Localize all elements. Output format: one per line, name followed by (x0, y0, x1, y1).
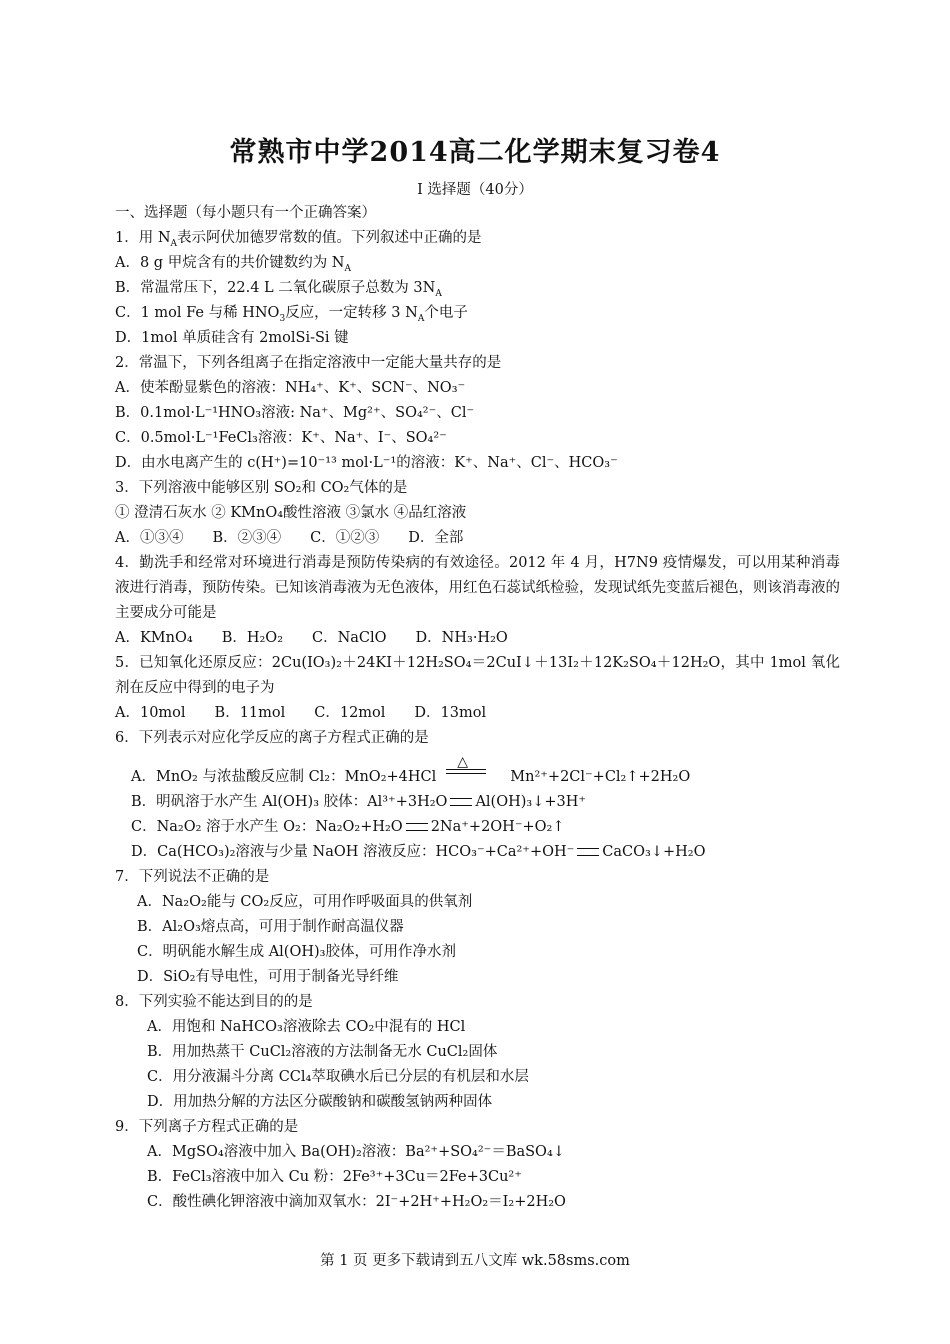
question-1-option-c: C．1 mol Fe 与稀 $HNO_3$反应，一定转移 3 $N_A$个电子 (115, 305, 468, 324)
question-6-option-c: C．Na₂O₂ 溶于水产生 O₂：Na₂O₂+H₂O 2Na⁺+2OH⁻+O₂↑ (131, 819, 565, 835)
question-7-option-c: C．明矾能水解生成 Al(OH)₃胶体，可用作净水剂 (137, 944, 456, 960)
question-8-stem: 8．下列实验不能达到目的的是 (115, 994, 313, 1010)
section-title: I 选择题（40分） (417, 182, 533, 198)
question-9-option-b: B．FeCl₃溶液中加入 Cu 粉：2Fe³⁺+3Cu＝2Fe+3Cu²⁺ (147, 1169, 522, 1185)
heating-condition-icon: △ (446, 768, 486, 786)
question-7-option-a: A．Na₂O₂能与 CO₂反应，可用作呼吸面具的供氧剂 (137, 894, 473, 910)
question-7-option-b: B．Al₂O₃熔点高，可用于制作耐高温仪器 (137, 919, 404, 935)
question-4-options: A．KMnO₄ B．H₂O₂ C．NaClO D．NH₃·H₂O (115, 630, 508, 646)
question-6-option-a: A．MnO₂ 与浓盐酸反应制 Cl₂：MnO₂+4HCl △ Mn²⁺+2Cl⁻+Cl₂↑+2H₂O (131, 754, 691, 785)
question-9-option-a: A．MgSO₄溶液中加入 Ba(OH)₂溶液：Ba²⁺+SO₄²⁻＝BaSO₄↓ (147, 1144, 565, 1160)
emphasis-text: 不能 (196, 994, 226, 1010)
question-1-option-a: A．8 g 甲烷含有的共价键数约为 $N_A$ (115, 255, 351, 274)
page-footer: 第 1 页 更多下载请到五八文库 wk.58sms.com (320, 1253, 630, 1269)
question-7-stem: 7．下列说法不正确的是 (115, 869, 270, 885)
question-2-option-d: D．由水电离产生的 c(H⁺)=10⁻¹³ mol·L⁻¹的溶液：K⁺、Na⁺、Cl⁻、HCO₃⁻ (115, 455, 618, 471)
question-9-stem: 9．下列离子方程式正确的是 (115, 1119, 299, 1135)
question-6-option-d: D．Ca(HCO₃)₂溶液与少量 NaOH 溶液反应：HCO₃⁻+Ca²⁺+OH⁻ CaCO₃↓+H₂O (131, 844, 706, 860)
question-2-option-a: A．使苯酚显紫色的溶液：NH₄⁺、K⁺、SCN⁻、NO₃⁻ (115, 380, 466, 396)
equals-icon (577, 848, 599, 856)
question-3-list: ① 澄清石灰水 ② KMnO₄酸性溶液 ③氯水 ④品红溶液 (115, 505, 467, 521)
question-6-option-b: B．明矾溶于水产生 Al(OH)₃ 胶体：Al³⁺+3H₂O Al(OH)₃↓+3H⁺ (131, 794, 587, 810)
question-6-stem: 6．下列表示对应化学反应的离子方程式正确的是 (115, 730, 429, 746)
equals-icon (450, 798, 472, 806)
question-1-option-b: B．常温常压下，22.4 L 二氧化碳原子总数为 $3N_A$ (115, 280, 442, 299)
question-7-option-d: D．SiO₂有导电性，可用于制备光导纤维 (137, 969, 399, 985)
question-5-options: A．10mol B．11mol C．12mol D．13mol (115, 705, 487, 721)
equals-icon (406, 823, 428, 831)
question-8-option-b: B．用加热蒸干 CuCl₂溶液的方法制备无水 CuCl₂固体 (147, 1044, 498, 1060)
question-8-option-c: C．用分液漏斗分离 CCl₄萃取碘水后已分层的有机层和水层 (147, 1069, 529, 1085)
question-1-stem: 1．用 $N_A$表示阿伏加德罗常数的值。下列叙述中正确的是 (115, 230, 482, 249)
question-1-option-d: D．1mol 单质硅含有 2molSi-Si 键 (115, 330, 349, 346)
question-8-option-a: A．用饱和 NaHCO₃溶液除去 CO₂中混有的 HCl (147, 1019, 466, 1035)
question-2-option-c: C．0.5mol·L⁻¹FeCl₃溶液：K⁺、Na⁺、I⁻、SO₄²⁻ (115, 430, 447, 446)
question-2-option-b: B．0.1mol·L⁻¹HNO₃溶液: Na⁺、Mg²⁺、SO₄²⁻、Cl⁻ (115, 405, 475, 421)
emphasis-text: 不正确 (196, 869, 241, 885)
question-2-stem: 2．常温下，下列各组离子在指定溶液中一定能大量共存的是 (115, 355, 502, 371)
question-9-option-c: C．酸性碘化钾溶液中滴加双氧水：2I⁻+2H⁺+H₂O₂＝I₂+2H₂O (147, 1194, 566, 1210)
page-title: 常熟市中学2014高二化学期末复习卷4 (229, 137, 721, 168)
question-3-stem: 3．下列溶液中能够区别 SO₂和 CO₂气体的是 (115, 480, 408, 496)
question-5-stem: 5．已知氧化还原反应：2Cu(IO₃)₂＋24KI＋12H₂SO₄＝2CuI↓＋13I₂＋12K₂SO₄＋12H₂O，其中 1mol 氧化剂在反应中得到的电子为 (115, 655, 840, 696)
section-intro: 一、选择题（每小题只有一个正确答案） (115, 205, 376, 221)
question-4-stem: 4．勤洗手和经常对环境进行消毒是预防传染病的有效途径。2012 年 4 月，H7N9 疫情爆发，可以用某种消毒液进行消毒，预防传染。已知该消毒液为无色液体，用红色石蕊试纸检验，发现试纸先变蓝后褪色，则该消毒液的主要成分可能是 (115, 555, 840, 621)
question-8-option-d: D．用加热分解的方法区分碳酸钠和碳酸氢钠两种固体 (147, 1094, 493, 1110)
question-3-options: A．①③④ B．②③④ C．①②③ D．全部 (115, 530, 464, 546)
exam-body (115, 201, 840, 1215)
